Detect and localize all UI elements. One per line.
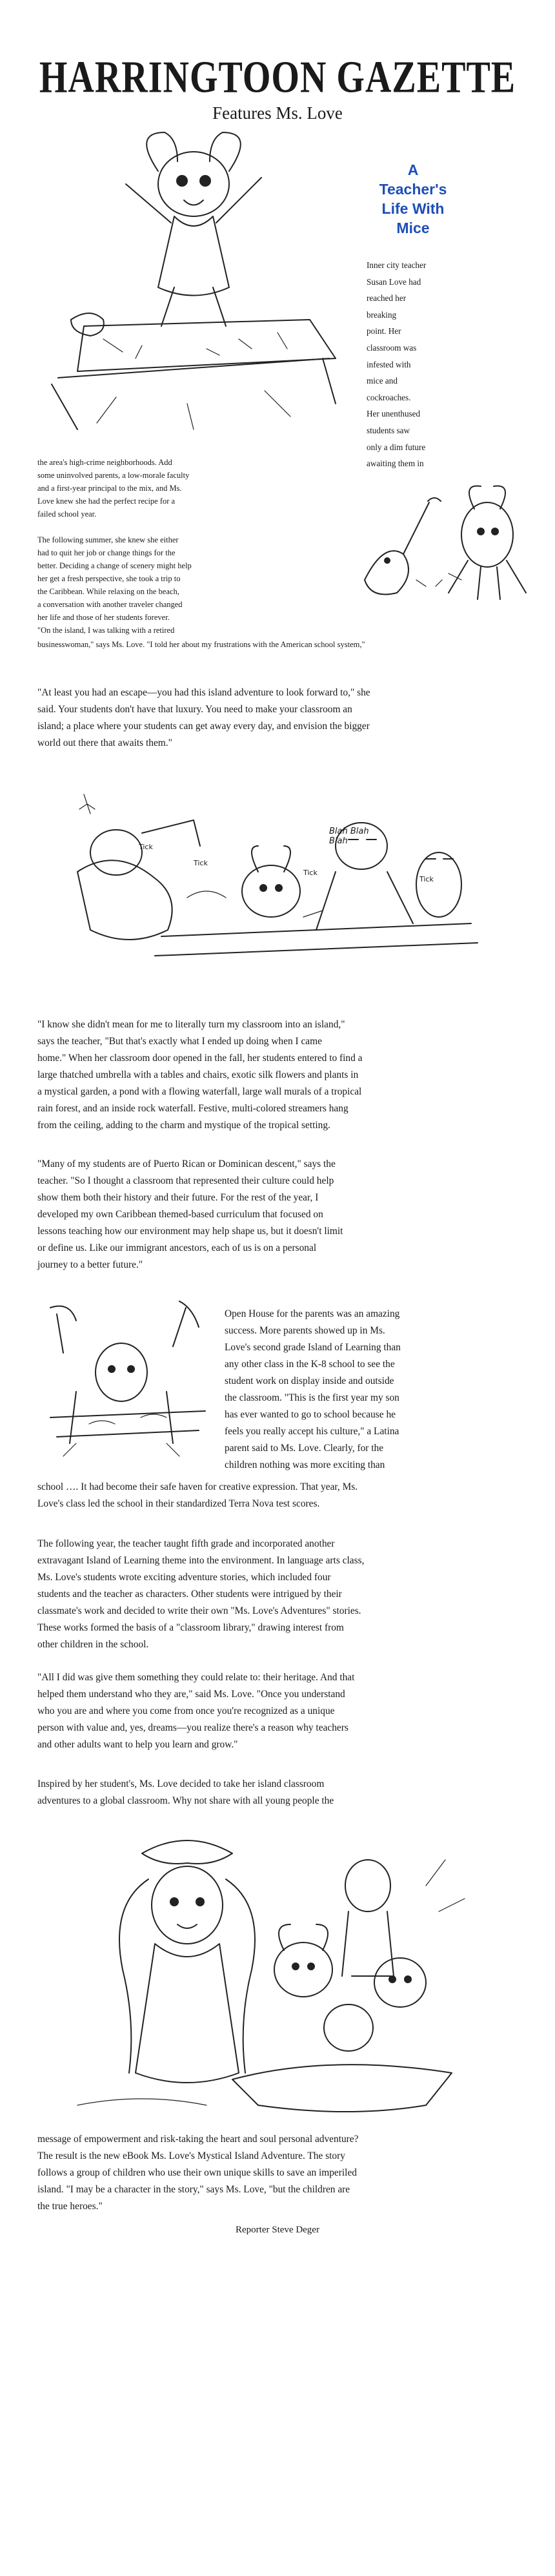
headline-line: Life With (381, 200, 445, 217)
text-line: the true heroes." (37, 2201, 103, 2212)
illustration-mouse-on-table (45, 126, 348, 436)
text-line: Love's class led the school in their standardized Terra Nova test scores. (37, 1498, 320, 1509)
paragraph-inspired (37, 1776, 547, 1809)
text-line: a mystical garden, a pond with a flowing waterfall, large wall murals of a tropical (37, 1086, 362, 1097)
text-line: point. Her (367, 326, 401, 336)
text-line: classroom was (367, 342, 417, 353)
text-line: teacher. "So I thought a classroom that represented their culture could help (37, 1175, 334, 1186)
text-line: her get a fresh perspective, she took a trip to (37, 574, 181, 583)
text-line: These works formed the basis of a "classroom library," drawing interest from (37, 1622, 344, 1633)
sketch-label: Blah Blah Blah (329, 827, 369, 846)
text-line: The result is the new eBook Ms. Love's Mystical Island Adventure. The story (37, 2150, 345, 2161)
text-line: reached her (367, 293, 407, 304)
headline-line: Mice (396, 220, 430, 236)
text-line: The following year, the teacher taught fifth grade and incorporated another (37, 1538, 335, 1549)
text-line: Her unenthused (367, 409, 421, 419)
text-line: "On the island, I was talking with a retired (37, 626, 175, 635)
text-line: Inner city teacher (367, 260, 427, 270)
paragraph-ebook (37, 2131, 547, 2215)
text-line: any other class in the K-8 school to see the (225, 1359, 395, 1370)
text-line: "All I did was give them something they could relate to: their heritage. And that (37, 1672, 355, 1683)
text-line: "I know she didn't mean for me to literally turn my classroom into an island," (37, 1019, 345, 1030)
paragraph-culture (37, 1156, 547, 1273)
text-line: has ever wanted to go to school because he (225, 1409, 396, 1420)
text-line: the Caribbean. While relaxing on the beach, (37, 587, 179, 596)
text-line: island. "I may be a character in the story," says Ms. Love, "but the children are (37, 2184, 350, 2195)
text-line: message of empowerment and risk-taking the heart and soul personal adventure? (37, 2134, 359, 2145)
text-line: school …. It had become their safe haven for creative expression. That year, Ms. (37, 1481, 358, 1492)
headline (361, 160, 465, 238)
text-line: students and the teacher as characters. Other students were intrigued by their (37, 1589, 342, 1600)
text-line: who you are and where you come from once you're recognized as a unique (37, 1705, 335, 1716)
text-line: home." When her classroom door opened in the fall, her students entered to find a (37, 1053, 363, 1064)
sketch-label: Tick (194, 859, 208, 867)
text-line: Susan Love had (367, 276, 421, 287)
illustration-mouse-chase (352, 483, 532, 606)
left-column (37, 456, 283, 637)
text-line: her life and those of her students forever. (37, 613, 170, 622)
paragraph-openhouse-cont (37, 1479, 547, 1512)
text-line: student work on display inside and outside (225, 1376, 394, 1386)
text-line: students saw (367, 425, 410, 435)
text-line: the area's high-crime neighborhoods. Add (37, 458, 172, 467)
text-line: from the ceiling, adding to the charm and mystique of the tropical setting. (37, 1120, 330, 1131)
text-line: helped them understand who they are," said Ms. Love. "Once you understand (37, 1689, 345, 1700)
paragraph-escape (37, 685, 547, 752)
text-line: and a first-year principal to the mix, and Ms. (37, 484, 182, 493)
text-line: feels you really accept his culture," a Latina (225, 1426, 399, 1437)
text-line: a conversation with another traveler changed (37, 600, 183, 609)
quote-line: businesswoman," says Ms. Love. "I told her about my frustrations with the American school system," (37, 640, 365, 649)
subtitle: Features Ms. Love (212, 103, 343, 123)
text-line: Inspired by her student's, Ms. Love decided to take her island classroom (37, 1778, 325, 1789)
text-line: journey to a better future." (37, 1259, 143, 1270)
text-line: Love's second grade Island of Learning than (225, 1342, 401, 1353)
text-line: Ms. Love's students wrote exciting adventure stories, which included four (37, 1572, 331, 1583)
sketch-label: Tick (139, 843, 153, 851)
intro-column (367, 257, 470, 472)
text-line: the classroom. "This is the first year my son (225, 1392, 399, 1403)
text-line: mice and (367, 376, 398, 386)
paragraph-island (37, 1016, 547, 1134)
byline: Reporter Steve Deger (236, 2225, 319, 2235)
text-line: failed school year. (37, 510, 97, 519)
text-line: extravagant Island of Learning theme into the environment. In language arts class, (37, 1555, 365, 1566)
text-line: "Many of my students are of Puerto Rican or Dominican descent," says the (37, 1159, 336, 1170)
text-line: some uninvolved parents, a low-morale faculty (37, 471, 190, 480)
text-line: and other adults want to help you learn and grow." (37, 1739, 238, 1750)
text-line: The following summer, she knew she either (37, 535, 179, 544)
text-line: follows a group of children who use their own unique skills to save an imperiled (37, 2167, 357, 2178)
text-line: said. Your students don't have that luxury. You need to make your classroom an (37, 704, 352, 715)
illustration-open-house (37, 1295, 218, 1469)
text-line: "At least you had an escape—you had this island adventure to look forward to," she (37, 687, 370, 698)
text-line: says the teacher, "But that's exactly what I ended up doing when I came (37, 1036, 322, 1047)
text-line: had to quit her job or change things for the (37, 548, 176, 557)
text-line: rain forest, and an inside rock waterfall. Festive, multi-colored streamers hang (37, 1103, 348, 1114)
text-line: large thatched umbrella with a tables and chairs, exotic silk flowers and plants in (37, 1069, 359, 1080)
text-line: infested with (367, 359, 411, 369)
text-line: classmate's work and decided to write their own "Ms. Love's Adventures" stories. (37, 1605, 361, 1616)
headline-line: Teacher's (379, 181, 447, 198)
text-line: Love knew she had the perfect recipe for a (37, 497, 176, 506)
text-line (37, 520, 283, 533)
text-line: awaiting them in (367, 459, 424, 469)
illustration-classroom (58, 768, 497, 975)
text-line: or define us. Like our immigrant ancestors, each of us is on a personal (37, 1242, 317, 1253)
masthead: HARRINGTOON GAZETTE (39, 52, 516, 103)
text-line: only a dim future (367, 442, 426, 452)
text-line: children nothing was more exciting than (225, 1459, 385, 1470)
text-line: Open House for the parents was an amazing (225, 1308, 400, 1319)
text-line: island; a place where your students can get away every day, and envision the bigger (37, 721, 370, 732)
text-line: success. More parents showed up in Ms. (225, 1325, 385, 1336)
text-line: other children in the school. (37, 1639, 149, 1650)
text-line: breaking (367, 309, 397, 320)
text-line: parent said to Ms. Love. Clearly, for the (225, 1443, 384, 1454)
text-line: cockroaches. (367, 392, 411, 402)
text-line: developed my own Caribbean themed-based curriculum that focused on (37, 1209, 323, 1220)
text-line: lessons teaching how our environment may help shape us, but it doesn't limit (37, 1226, 343, 1237)
headline-line: A (407, 161, 419, 178)
text-line: adventures to a global classroom. Why not share with all young people the (37, 1795, 334, 1806)
openhouse-column (225, 1306, 547, 1474)
paragraph-heritage (37, 1669, 547, 1753)
text-line: person with value and, yes, dreams—you realize there's a reason why teachers (37, 1722, 348, 1733)
illustration-ms-love-characters (65, 1834, 478, 2125)
sketch-label: Tick (303, 869, 318, 877)
sketch-label: Tick (419, 875, 434, 883)
paragraph-fifth-grade (37, 1536, 547, 1653)
text-line: better. Deciding a change of scenery might help (37, 561, 192, 570)
text-line: world out there that awaits them." (37, 737, 172, 748)
text-line: show them both their history and their future. For the rest of the year, I (37, 1192, 319, 1203)
